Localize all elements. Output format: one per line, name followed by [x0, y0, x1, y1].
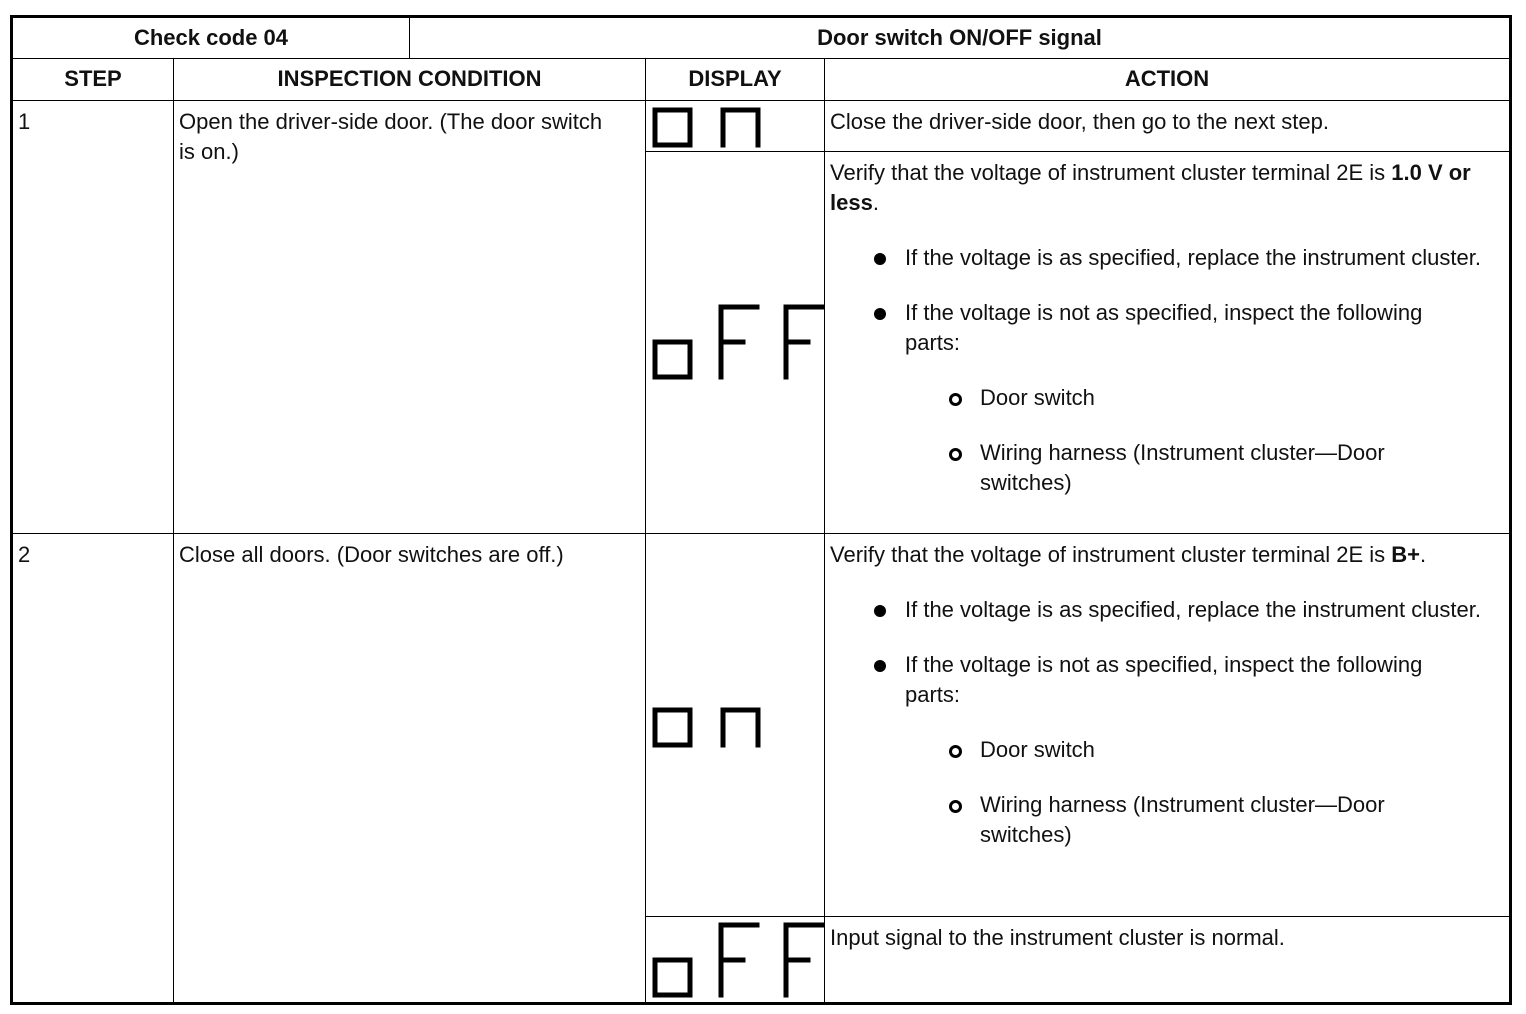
action-text: Verify that the voltage of instrument cluster terminal 2E is 1.0 V or less. If the voltage is as specified, replace the instrument cluster. If the voltage is not as specified, inspect the following parts: Door switch Wiring harness (Instrument cluster—Door switches)	[825, 152, 1505, 498]
bullet-item: If the voltage is as specified, replace the instrument cluster.	[830, 243, 1505, 273]
signal-title: Door switch ON/OFF signal	[817, 25, 1102, 50]
inspection-condition: Open the driver-side door. (The door switch is on.)	[179, 109, 603, 164]
display-on-indicator	[653, 108, 773, 148]
part-item: Wiring harness (Instrument cluster—Door switches)	[830, 790, 1505, 850]
column-header-action: ACTION	[1124, 66, 1210, 91]
display-off-indicator	[653, 305, 825, 385]
check-code-table	[10, 15, 1512, 1005]
part-item: Wiring harness (Instrument cluster—Door switches)	[830, 438, 1505, 498]
bullet-item: If the voltage is not as specified, inspect the following parts:	[830, 298, 1505, 358]
bullet-item: If the voltage is not as specified, inspect the following parts:	[830, 650, 1505, 710]
column-header-step: STEP	[64, 66, 122, 91]
action-text	[825, 917, 1505, 953]
check-code-title: Check code 04	[133, 25, 289, 50]
column-header-display: DISPLAY	[688, 66, 782, 91]
col-divider	[173, 58, 174, 1002]
inspection-condition: Close all doors. (Door switches are off.)	[179, 542, 564, 567]
display-off-indicator	[653, 923, 825, 1003]
step-number: 2	[18, 542, 31, 567]
action-sentence: Close the driver-side door, then go to the next step.	[830, 109, 1329, 134]
display-on-indicator	[653, 708, 773, 748]
step-number: 1	[18, 109, 31, 134]
part-item: Door switch	[830, 735, 1505, 765]
action-sentence: Input signal to the instrument cluster is normal.	[830, 925, 1285, 950]
bullet-item: If the voltage is as specified, replace the instrument cluster.	[830, 595, 1505, 625]
part-item: Door switch	[830, 383, 1505, 413]
action-sentence: Verify that the voltage of instrument cluster terminal 2E is	[830, 542, 1392, 567]
col-divider	[645, 58, 646, 1002]
action-sentence: Verify that the voltage of instrument cluster terminal 2E is	[830, 160, 1392, 185]
action-text: Verify that the voltage of instrument cluster terminal 2E is B+. If the voltage is as specified, replace the instrument cluster. If the voltage is not as specified, inspect the following parts: Door switch Wiring harness (Instrument cluster—Door switches)	[825, 534, 1505, 850]
spec-value: B+	[1391, 542, 1421, 567]
column-header-condition: INSPECTION CONDITION	[277, 66, 542, 91]
action-text	[825, 101, 1505, 137]
spec-value: 1.0 V or less	[830, 160, 1471, 215]
